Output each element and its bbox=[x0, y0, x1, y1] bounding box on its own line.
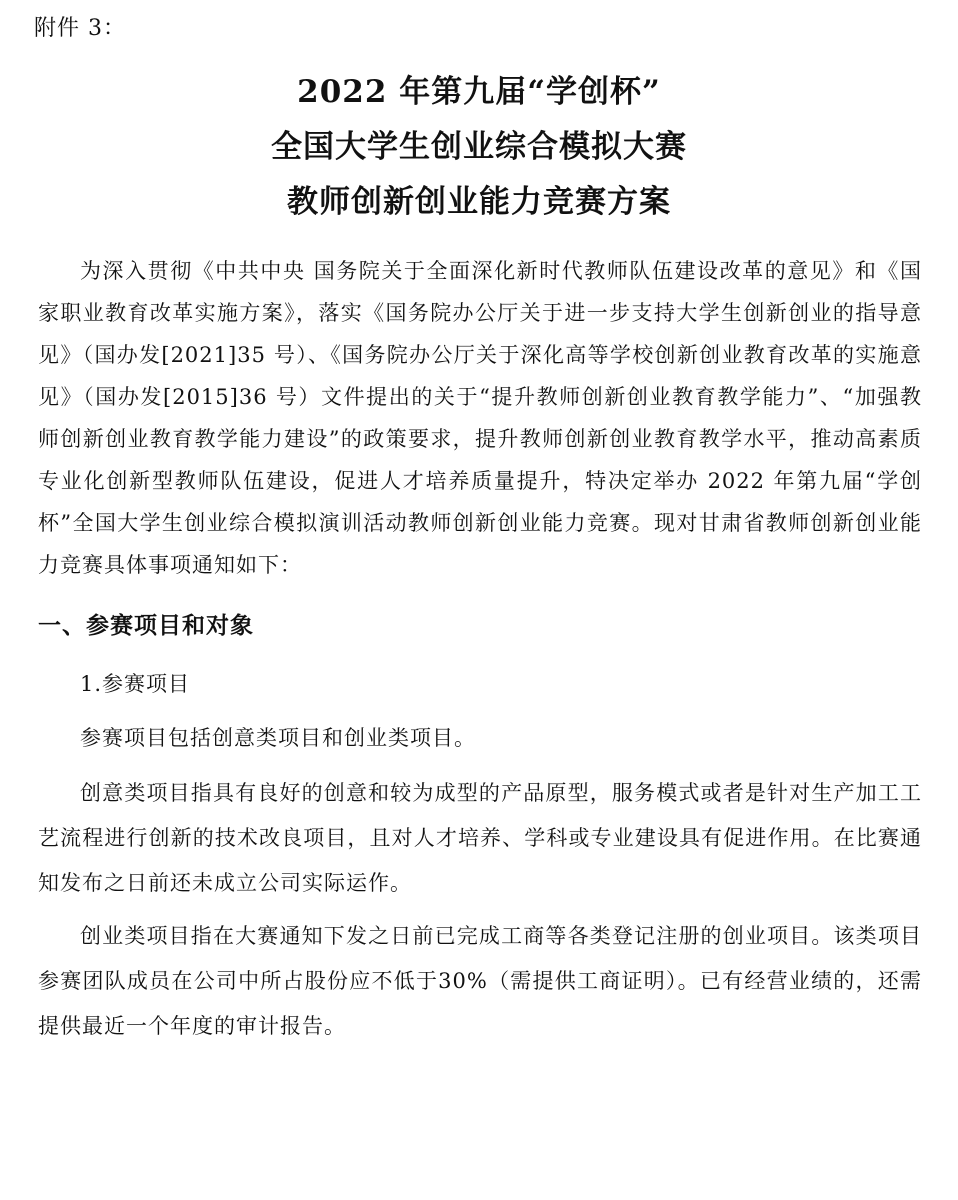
subheading-competition-projects: 1.参赛项目 bbox=[80, 672, 191, 696]
attachment-label: 附件 3： bbox=[34, 16, 126, 41]
intro-paragraph: 为深入贯彻《中共中央 国务院关于全面深化新时代教师队伍建设改革的意见》和《国家职业教育改革实施方案》，落实《国务院办公厅关于进一步支持大学生创新创业的指导意见》（国办发[2021]35 号）、《国务院办公厅关于深化高等学校创新创业教育改革的实施意见》（国办发[2015]36 号）文件提出的关于“提升教师创新创业教育教学能力”、“加强教师创新创业教育教学能力建设”的政策要求，提升教师创新创业教育教学水平，推动高素质专业化创新型教师队伍建设，促进人才培养质量提升，特决定举办 2022 年第九届“学创杯”全国大学生创业综合模拟演训活动教师创新创业能力竞赛。现对甘肃省教师创新创业能力竞赛具体事项通知如下： bbox=[38, 259, 922, 577]
document-title-line-3: 教师创新创业能力竞赛方案 bbox=[287, 184, 671, 220]
section-heading-participation: 一、参赛项目和对象 bbox=[38, 612, 254, 639]
document-title-line-2: 全国大学生创业综合模拟大赛 bbox=[271, 129, 687, 165]
document-title-line-1: 2022 年第九届“学创杯” bbox=[297, 74, 661, 110]
paragraph-creative-projects: 创意类项目指具有良好的创意和较为成型的产品原型，服务模式或者是针对生产加工工艺流程进行创新的技术改良项目，且对人才培养、学科或专业建设具有促进作用。在比赛通知发布之日前还未成立公司实际运作。 bbox=[38, 781, 922, 895]
document-body bbox=[38, 250, 922, 1057]
paragraph-project-types: 参赛项目包括创意类项目和创业类项目。 bbox=[80, 726, 476, 750]
paragraph-startup-projects: 创业类项目指在大赛通知下发之日前已完成工商等各类登记注册的创业项目。该类项目参赛团队成员在公司中所占股份应不低于30%（需提供工商证明）。已有经营业绩的，还需提供最近一个年度的审计报告。 bbox=[38, 924, 922, 1038]
